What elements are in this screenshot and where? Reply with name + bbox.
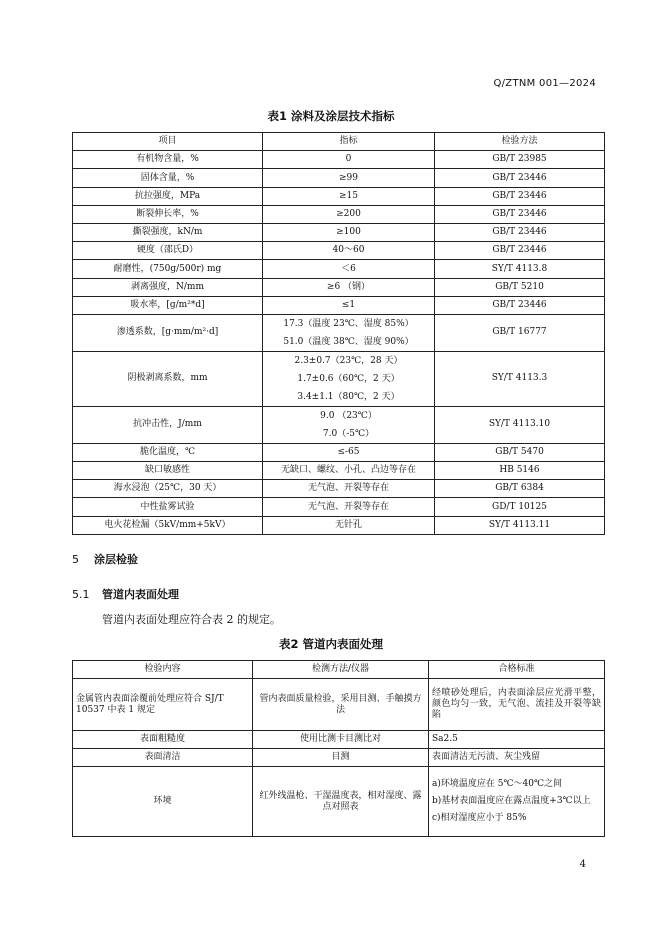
spec-cell [263,314,435,351]
spec-line: 9.0 （23℃） [320,410,377,421]
page-number: 4 [579,859,586,870]
table-header-row [73,133,605,151]
item-cell: 电火花检漏（5kV/mm+5kV） [73,516,263,534]
method-cell: SY/T 4113.8 [435,260,605,278]
method-cell: GB/T 23446 [435,187,605,205]
spec-cell: 无气泡、开裂等存在 [263,480,435,498]
table-row [73,351,605,406]
method-cell: GB/T 23446 [435,169,605,187]
item-cell: 渗透系数，[g·mm/m²·d] [73,314,263,351]
table-row [73,314,605,351]
spec-cell: ＜6 [263,260,435,278]
item-cell: 海水浸泡（25℃，30 天） [73,480,263,498]
section-5-heading [72,551,138,567]
table-row [73,260,605,278]
method-cell: GB/T 16777 [435,314,605,351]
method-cell: 红外线温枪、干湿温度表，相对湿度、露点对照表 [253,767,429,837]
method-cell: GB/T 6384 [435,480,605,498]
item-cell: 缺口敏感性 [73,462,263,480]
spec-cell: ≥100 [263,223,435,241]
content-cell: 金属管内表面涂覆前处理应符合 SJ/T 10537 中表 1 规定 [73,679,253,731]
standard-cell: 经喷砂处理后，内表面涂层应光滑平整，颜色均匀一致，无气泡、流挂及开裂等缺陷 [429,679,605,731]
item-cell: 阴极剥离系数，mm [73,351,263,406]
standard-line: a)环境温度应在 5℃～40℃之间 [432,779,563,789]
table-row [73,296,605,314]
method-cell: HB 5146 [435,462,605,480]
spec-cell [263,351,435,406]
section-title: 管道内表面处理 [102,588,179,601]
spec-line: 3.4±1.1（80℃，2 天） [297,391,400,402]
method-cell: GB/T 5210 [435,278,605,296]
header-spec: 指标 [263,133,435,151]
spec-cell: ≤-65 [263,443,435,461]
spec-cell: 无气泡、开裂等存在 [263,498,435,516]
section-number: 5 [72,553,79,566]
method-cell: GB/T 23985 [435,151,605,169]
header-content: 检验内容 [73,661,253,679]
table-row [73,169,605,187]
method-cell: GB/T 23446 [435,242,605,260]
spec-line: 17.3（温度 23℃、湿度 85%） [283,318,414,329]
spec-cell: ≥6 （钢） [263,278,435,296]
standard-number: Q/ZTNM 001—2024 [493,78,596,89]
item-cell: 脆化温度，℃ [73,443,263,461]
spec-cell: ≥200 [263,205,435,223]
header-method: 检测方法/仪器 [253,661,429,679]
standard-line: c)相对湿度应小于 85% [432,813,527,823]
method-cell: 目测 [253,749,429,767]
spec-line: 51.0（温度 38℃、湿度 90%） [283,336,414,347]
table-row [73,749,605,767]
table1-caption: 表1 涂料及涂层技术指标 [267,109,395,123]
section-5-1-heading [72,586,179,602]
spec-cell: ≥99 [263,169,435,187]
table-row [73,151,605,169]
item-cell: 撕裂强度，kN/m [73,223,263,241]
spec-line: 1.7±0.6（60℃，2 天） [297,373,400,384]
table-row [73,223,605,241]
spec-line: 2.3±0.7（23℃，28 天） [294,355,403,366]
table-row [73,679,605,731]
spec-line: 7.0（-5℃） [322,428,375,439]
method-cell: GB/T 5470 [435,443,605,461]
table-row [73,731,605,749]
spec-cell: 0 [263,151,435,169]
table-row [73,767,605,837]
method-cell: SY/T 4113.10 [435,406,605,443]
table2-caption: 表2 管道内表面处理 [278,637,383,651]
table-row [73,406,605,443]
coating-spec-table [72,132,605,535]
table-row [73,516,605,534]
section-title: 涂层检验 [94,553,138,566]
spec-cell: ≥15 [263,187,435,205]
content-cell: 表面清洁 [73,749,253,767]
table-row [73,278,605,296]
spec-cell: 无缺口、螺纹、小孔、凸边等存在 [263,462,435,480]
standard-cell: Sa2.5 [429,731,605,749]
header-method: 检验方法 [435,133,605,151]
spec-cell: 40～60 [263,242,435,260]
item-cell: 断裂伸长率，% [73,205,263,223]
content-cell: 环境 [73,767,253,837]
section-number: 5.1 [72,588,90,601]
table-header-row [73,661,605,679]
standard-cell: 表面清洁无污渍、灰尘残留 [429,749,605,767]
spec-cell: 无针孔 [263,516,435,534]
table-row [73,242,605,260]
method-cell: 使用比测卡目测比对 [253,731,429,749]
header-standard: 合格标准 [429,661,605,679]
content-cell: 表面粗糙度 [73,731,253,749]
item-cell: 有机物含量，% [73,151,263,169]
standard-line: b)基材表面温度应在露点温度+3℃以上 [432,796,591,806]
item-cell: 耐磨性，(750g/500r) mg [73,260,263,278]
body-paragraph: 管道内表面处理应符合表 2 的规定。 [102,613,281,626]
standard-cell [429,767,605,837]
method-cell: GB/T 23446 [435,205,605,223]
header-item: 项目 [73,133,263,151]
item-cell: 吸水率，[g/m²*d] [73,296,263,314]
method-cell: 管内表面质量检验，采用目测、手触摸方法 [253,679,429,731]
table-row [73,498,605,516]
method-cell: SY/T 4113.3 [435,351,605,406]
table-row [73,187,605,205]
table-row [73,443,605,461]
spec-cell [263,406,435,443]
item-cell: 剥离强度，N/mm [73,278,263,296]
method-cell: GB/T 23446 [435,296,605,314]
method-cell: SY/T 4113.11 [435,516,605,534]
table-row [73,480,605,498]
item-cell: 硬度（邵氏D） [73,242,263,260]
table-row [73,205,605,223]
spec-cell: ≤1 [263,296,435,314]
method-cell: GB/T 23446 [435,223,605,241]
surface-treatment-table [72,660,605,837]
item-cell: 抗拉强度，MPa [73,187,263,205]
item-cell: 抗冲击性，J/mm [73,406,263,443]
item-cell: 固体含量，% [73,169,263,187]
item-cell: 中性盐雾试验 [73,498,263,516]
table-row [73,462,605,480]
method-cell: GD/T 10125 [435,498,605,516]
